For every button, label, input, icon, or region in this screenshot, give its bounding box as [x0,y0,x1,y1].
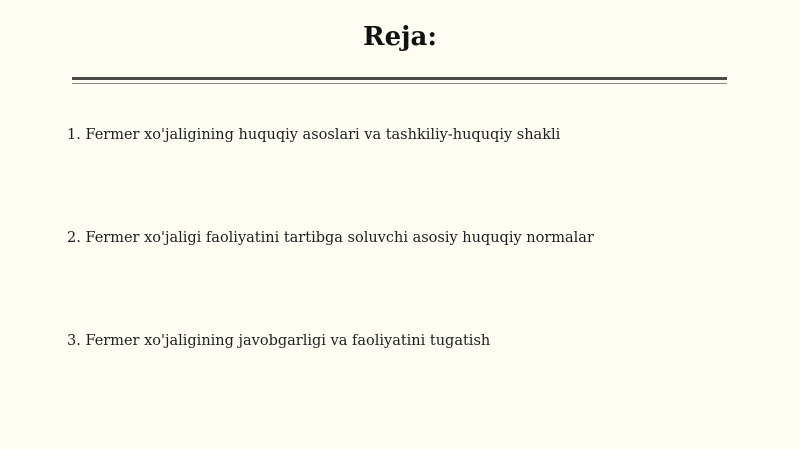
title-divider-thin [72,83,727,84]
title-divider-thick [72,77,727,80]
plan-item-1: 1. Fermer xo'jaligining huquqiy asoslari va tashkiliy-huquqiy shakli [67,127,561,143]
plan-item-3: 3. Fermer xo'jaligining javobgarligi va faoliyatini tugatish [67,333,491,349]
slide-title: Reja: [362,22,437,52]
plan-item-2: 2. Fermer xo'jaligi faoliyatini tartibga soluvchi asosiy huquqiy normalar [67,230,594,246]
